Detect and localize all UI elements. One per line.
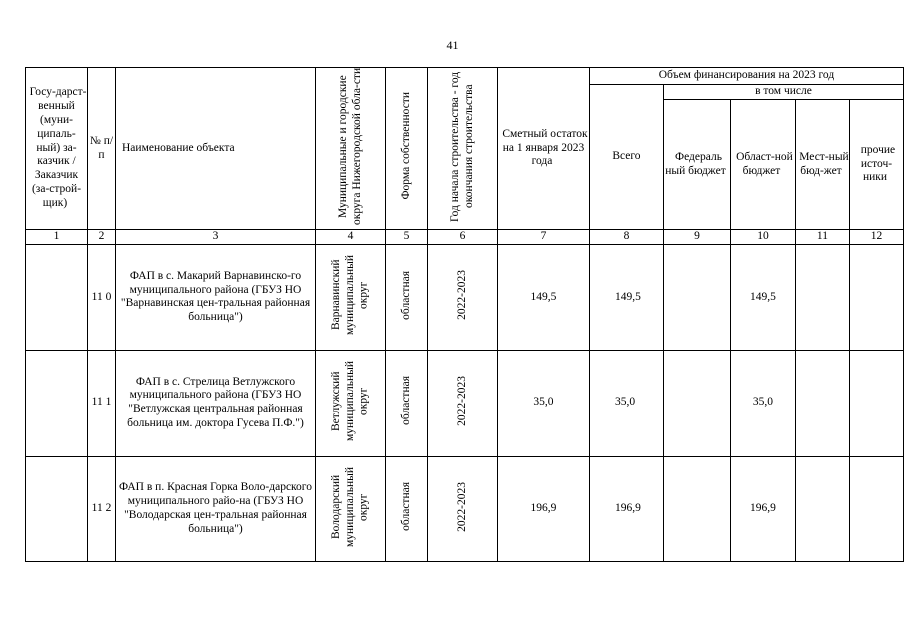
cell-other bbox=[849, 245, 903, 351]
cell-customer bbox=[26, 245, 88, 351]
cell-other bbox=[849, 350, 903, 456]
cell-ownership bbox=[385, 245, 427, 351]
cell-ownership bbox=[385, 350, 427, 456]
cell-name: ФАП в с. Стрелица Ветлужского муниципального района (ГБУЗ НО "Ветлужская центральная районная больница им. доктора Гусева П.Ф.") bbox=[116, 350, 316, 456]
header-balance-label: Сметный остаток на 1 января 2023 года bbox=[502, 127, 588, 168]
column-number: 11 bbox=[795, 230, 849, 245]
cell-name: ФАП в с. Макарий Варнавинско-го муниципального района (ГБУЗ НО "Варнавинская цен-тральная районная больница") bbox=[116, 245, 316, 351]
header-other bbox=[849, 100, 903, 230]
cell-total: 149,5 bbox=[589, 245, 663, 351]
cell-years bbox=[427, 456, 497, 562]
column-number: 2 bbox=[88, 230, 116, 245]
cell-balance: 35,0 bbox=[497, 350, 589, 456]
header-including: в том числе bbox=[663, 85, 903, 100]
header-ownership bbox=[385, 68, 427, 230]
cell-regional: 149,5 bbox=[730, 245, 795, 351]
header-municipal bbox=[316, 68, 386, 230]
column-number: 10 bbox=[730, 230, 795, 245]
column-number: 4 bbox=[316, 230, 386, 245]
cell-no: 11 1 bbox=[88, 350, 116, 456]
cell-ownership-text: областная bbox=[399, 376, 412, 426]
header-other-label: прочие источ-ники bbox=[860, 143, 896, 184]
page-number: 41 bbox=[446, 38, 459, 52]
column-number: 3 bbox=[116, 230, 316, 245]
cell-municipal-text: Володарский муниципальный округ bbox=[329, 466, 370, 547]
cell-name: ФАП в п. Красная Горка Воло-дарского муниципального райо-на (ГБУЗ НО "Володарская цен-тральная районная больница") bbox=[116, 456, 316, 562]
cell-customer bbox=[26, 350, 88, 456]
column-number: 1 bbox=[26, 230, 88, 245]
cell-local bbox=[795, 350, 849, 456]
header-municipal-label: Муниципальные и городские округа Нижегородской обла-сти bbox=[336, 67, 363, 225]
header-local-label: Мест-ный бюд-жет bbox=[799, 150, 849, 177]
cell-no: 11 0 bbox=[88, 245, 116, 351]
cell-total: 196,9 bbox=[589, 456, 663, 562]
cell-municipal-text: Ветлужский муниципальный округ bbox=[329, 360, 370, 441]
cell-years-text: 2022-2023 bbox=[455, 375, 468, 426]
cell-federal bbox=[663, 456, 730, 562]
column-number: 9 bbox=[663, 230, 730, 245]
cell-balance: 149,5 bbox=[497, 245, 589, 351]
cell-federal bbox=[663, 350, 730, 456]
header-name: Наименование объекта bbox=[116, 68, 316, 230]
header-financing: Объем финансирования на 2023 год bbox=[589, 68, 903, 85]
cell-customer bbox=[26, 456, 88, 562]
cell-local bbox=[795, 245, 849, 351]
column-number: 5 bbox=[385, 230, 427, 245]
table-row bbox=[26, 350, 904, 456]
header-total: Всего bbox=[589, 85, 663, 230]
table-row bbox=[26, 456, 904, 562]
header-customer bbox=[26, 68, 88, 230]
cell-regional: 35,0 bbox=[730, 350, 795, 456]
cell-municipal-text: Варнавинский муниципальный округ bbox=[329, 254, 370, 336]
header-years-label: Год начала строительства - год окончания строительства bbox=[448, 71, 475, 222]
cell-municipal bbox=[316, 350, 386, 456]
cell-federal bbox=[663, 245, 730, 351]
cell-ownership-text: областная bbox=[399, 270, 412, 320]
cell-other bbox=[849, 456, 903, 562]
cell-no: 11 2 bbox=[88, 456, 116, 562]
column-number-row bbox=[26, 230, 904, 245]
header-federal bbox=[663, 100, 730, 230]
financing-table bbox=[25, 67, 904, 562]
cell-municipal bbox=[316, 245, 386, 351]
header-regional bbox=[730, 100, 795, 230]
cell-municipal bbox=[316, 456, 386, 562]
header-years bbox=[427, 68, 497, 230]
header-no: № п/п bbox=[88, 68, 116, 230]
header-federal-label: Федераль ный бюджет bbox=[665, 150, 726, 177]
header-local bbox=[795, 100, 849, 230]
cell-ownership-text: областная bbox=[399, 482, 412, 532]
cell-years-text: 2022-2023 bbox=[455, 270, 468, 320]
header-customer-label: Госу-дарст-венный (муни-ципаль-ный) за-казчик / Заказчик (за-строй-щик) bbox=[29, 86, 87, 209]
column-number: 7 bbox=[497, 230, 589, 245]
cell-years bbox=[427, 245, 497, 351]
column-number: 8 bbox=[589, 230, 663, 245]
table-row bbox=[26, 245, 904, 351]
cell-ownership bbox=[385, 456, 427, 562]
column-number: 6 bbox=[427, 230, 497, 245]
header-regional-label: Област-ной бюджет bbox=[736, 150, 793, 177]
cell-years bbox=[427, 350, 497, 456]
cell-total: 35,0 bbox=[589, 350, 663, 456]
cell-local bbox=[795, 456, 849, 562]
header-balance bbox=[497, 68, 589, 230]
cell-balance: 196,9 bbox=[497, 456, 589, 562]
cell-years-text: 2022-2023 bbox=[455, 481, 468, 532]
header-ownership-label: Форма собственности bbox=[399, 92, 412, 200]
column-number: 12 bbox=[849, 230, 903, 245]
cell-regional: 196,9 bbox=[730, 456, 795, 562]
